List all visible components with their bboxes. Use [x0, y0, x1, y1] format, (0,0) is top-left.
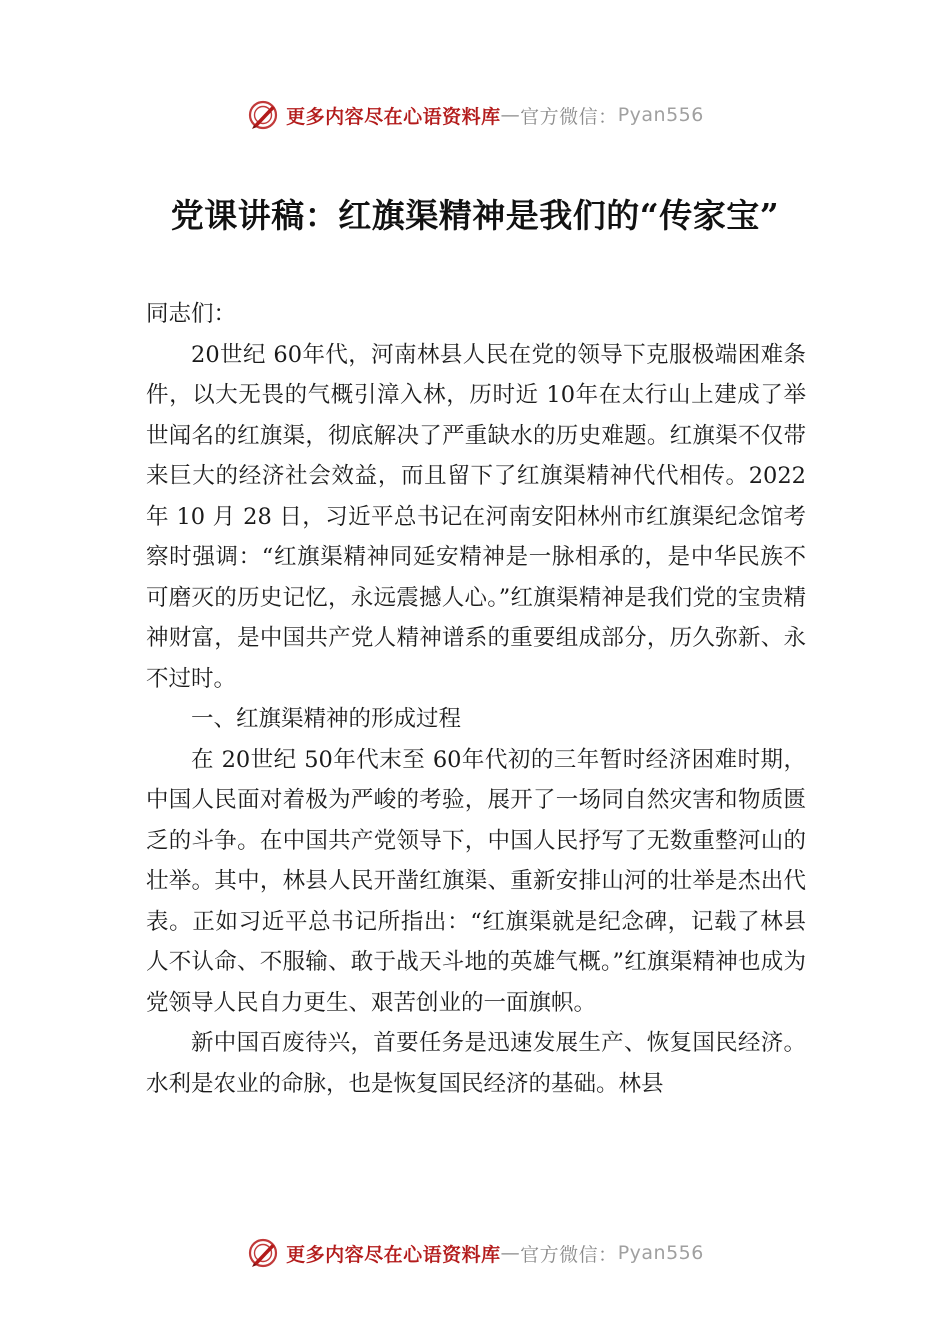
header-banner	[0, 95, 950, 135]
pen-logo-icon	[246, 98, 280, 132]
document-body	[146, 294, 806, 1104]
banner-wechat-label: 官方微信：	[520, 105, 618, 128]
salutation: 同志们：	[146, 301, 237, 327]
banner-lead-text: 更多内容尽在心语资料库	[286, 1243, 501, 1266]
banner-wechat-id: Pyan556	[617, 104, 704, 126]
pen-logo-icon	[246, 1236, 280, 1270]
paragraph-intro: 20世纪 60年代，河南林县人民在党的领导下克服极端困难条件，以大无畏的气概引漳入林，历时近 10年在太行山上建成了举世闻名的红旗渠，彻底解决了严重缺水的历史难题。红旗渠不仅带来巨大的经济社会效益，而且留下了红旗渠精神代代相传。2022 年 10 月 28 日，习近平总书记在河南安阳林州市红旗渠纪念馆考察时强调：“红旗渠精神同延安精神是一脉相承的，是中华民族不可磨灭的历史记忆，永远震撼人心。”红旗渠精神是我们党的宝贵精神财富，是中国共产党人精神谱系的重要组成部分，历久弥新、永不过时。	[146, 341, 806, 692]
section-heading: 一、红旗渠精神的形成过程	[191, 706, 462, 732]
paragraph-new-china: 新中国百废待兴，首要任务是迅速发展生产、恢复国民经济。水利是农业的命脉，也是恢复国民经济的基础。林县	[146, 1030, 806, 1097]
paragraph-formation: 在 20世纪 50年代末至 60年代初的三年暂时经济困难时期，中国人民面对着极为严峻的考验，展开了一场同自然灾害和物质匮乏的斗争。在中国共产党领导下，中国人民抒写了无数重整河山的壮举。其中，林县人民开凿红旗渠、重新安排山河的壮举是杰出代表。正如习近平总书记所指出：“红旗渠就是纪念碑，记载了林县人不认命、不服输、敢于战天斗地的英雄气概。”红旗渠精神也成为党领导人民自力更生、艰苦创业的一面旗帜。	[146, 746, 806, 1016]
banner-wechat-label: 官方微信：	[520, 1243, 618, 1266]
footer-banner	[0, 1233, 950, 1273]
document-title: 党课讲稿：红旗渠精神是我们的“传家宝”	[170, 196, 780, 235]
banner-lead-text: 更多内容尽在心语资料库	[286, 105, 501, 128]
banner-wechat-id: Pyan556	[617, 1242, 704, 1264]
banner-dash: —	[500, 1242, 521, 1264]
banner-dash: —	[500, 104, 521, 126]
